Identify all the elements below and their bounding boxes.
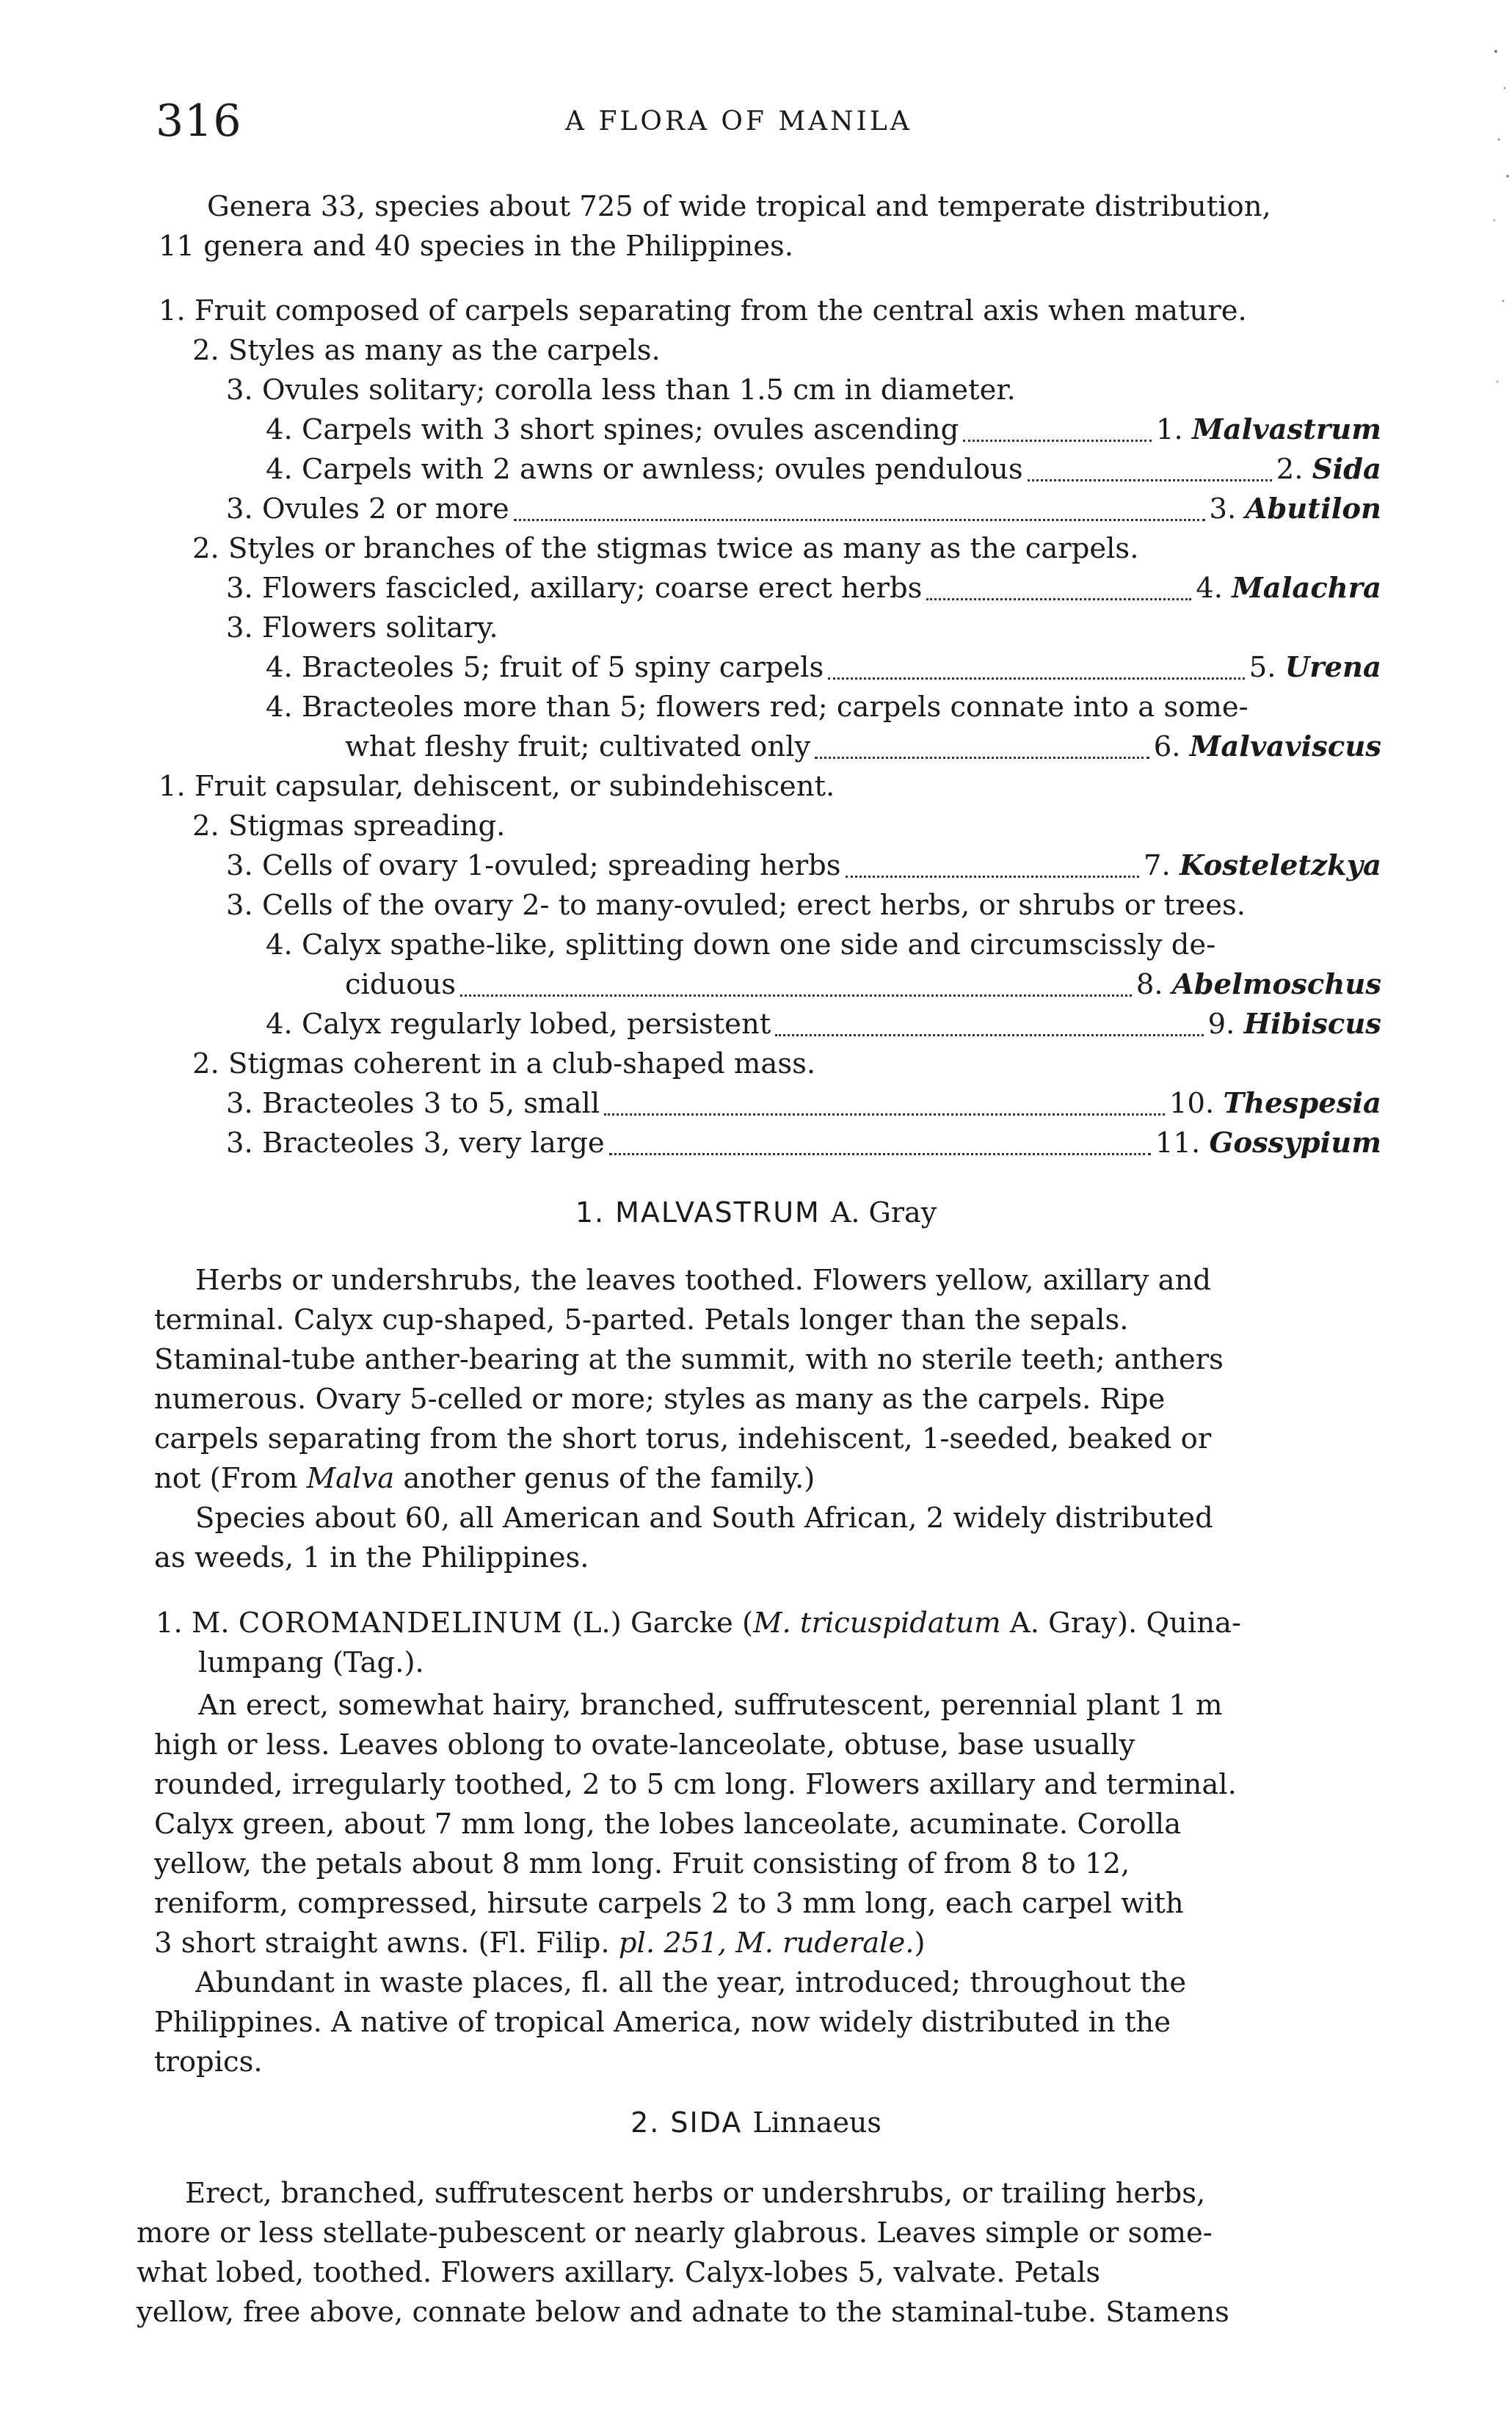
- key-result-genus: Urena: [1284, 651, 1381, 684]
- leader-dots: [1028, 450, 1272, 481]
- key-result-genus: Malvaviscus: [1189, 730, 1381, 763]
- key-lead-text: 3. Bracteoles 3, very large: [226, 1127, 605, 1160]
- key-lead-text: 4. Bracteoles 5; fruit of 5 spiny carpels: [266, 651, 824, 684]
- text-line: not (From Malva another genus of the family.): [154, 1462, 815, 1495]
- text-line: reniform, compressed, hirsute carpels 2 to 3 mm long, each carpel with: [154, 1887, 1184, 1920]
- key-line: [226, 886, 1381, 925]
- text-line: Abundant in waste places, fl. all the year, introduced; throughout the: [195, 1966, 1187, 1999]
- key-result: [1210, 490, 1381, 529]
- key-lead-text: 2. Styles as many as the carpels.: [192, 334, 661, 367]
- key-result-number: 9.: [1207, 1008, 1235, 1041]
- text-line: Philippines. A native of tropical America, now widely distributed in the: [154, 2006, 1171, 2039]
- key-line: [226, 490, 1381, 529]
- running-title: A FLORA OF MANILA: [565, 106, 912, 137]
- key-result-number: 6.: [1153, 730, 1181, 763]
- text-line: Species about 60, all American and South African, 2 widely distributed: [195, 1502, 1213, 1535]
- key-line: [159, 291, 1381, 331]
- key-line: [226, 371, 1381, 410]
- key-result-genus: Abutilon: [1245, 492, 1381, 526]
- key-result-genus: Kosteletzkya: [1179, 849, 1381, 882]
- key-line: [192, 1044, 1381, 1084]
- key-line: [266, 450, 1381, 490]
- text-line: Calyx green, about 7 mm long, the lobes lanceolate, acuminate. Corolla: [154, 1808, 1182, 1841]
- key-result: [1276, 450, 1381, 490]
- key-lead-text: ciduous: [345, 968, 457, 1001]
- text-line: high or less. Leaves oblong to ovate-lanceolate, obtuse, base usually: [154, 1728, 1135, 1761]
- text-line: 3 short straight awns. (Fl. Filip. pl. 251, M. ruderale.): [154, 1927, 926, 1960]
- key-line: [226, 608, 1381, 648]
- genus-heading-malvastrum: 1. MALVASTRUM A. Gray: [575, 1196, 937, 1229]
- key-line: [192, 331, 1381, 371]
- key-line: [226, 846, 1381, 886]
- key-line: [345, 727, 1381, 767]
- key-lead-text: 4. Calyx spathe-like, splitting down one side and circumscissly de-: [266, 928, 1216, 961]
- page-number: 316: [156, 95, 242, 147]
- text-line: more or less stellate-pubescent or nearly glabrous. Leaves simple or some-: [137, 2216, 1213, 2250]
- text-line: 11 genera and 40 species in the Philippines.: [159, 230, 793, 263]
- key-lead-text: 3. Bracteoles 3 to 5, small: [226, 1087, 600, 1120]
- key-line: [192, 807, 1381, 846]
- text-line: Staminal-tube anther-bearing at the summit, with no sterile teeth; anthers: [154, 1343, 1224, 1376]
- key-result: [1155, 1124, 1381, 1163]
- key-line: [345, 965, 1381, 1005]
- key-result: [1249, 648, 1381, 688]
- key-lead-text: 2. Styles or branches of the stigmas twice as many as the carpels.: [192, 532, 1139, 565]
- text-line: yellow, free above, connate below and adnate to the staminal-tube. Stamens: [137, 2296, 1229, 2329]
- leader-dots: [609, 1124, 1151, 1155]
- leader-dots: [604, 1084, 1165, 1116]
- common-name: lumpang (Tag.).: [198, 1646, 424, 1679]
- key-result-genus: Hibiscus: [1243, 1008, 1381, 1041]
- key-lead-text: 3. Flowers fascicled, axillary; coarse erect herbs: [226, 572, 923, 605]
- key-lead-text: 2. Stigmas spreading.: [192, 810, 506, 843]
- key-line: [266, 410, 1381, 450]
- key-lead-text: 3. Ovules solitary; corolla less than 1.5 cm in diameter.: [226, 374, 1016, 407]
- key-result-number: 3.: [1209, 492, 1237, 526]
- text-line: terminal. Calyx cup-shaped, 5-parted. Petals longer than the sepals.: [154, 1303, 1129, 1337]
- key-line: [226, 569, 1381, 608]
- key-lead-text: 4. Calyx regularly lobed, persistent: [266, 1008, 771, 1041]
- key-result: [1154, 727, 1381, 767]
- text-line: numerous. Ovary 5-celled or more; styles as many as the carpels. Ripe: [154, 1383, 1166, 1416]
- key-lead-text: what fleshy fruit; cultivated only: [345, 730, 811, 763]
- key-lead-text: 3. Flowers solitary.: [226, 611, 498, 644]
- key-line: [266, 648, 1381, 688]
- key-line: [159, 767, 1381, 807]
- key-result-genus: Malachra: [1232, 572, 1381, 605]
- text-line: An erect, somewhat hairy, branched, suffrutescent, perennial plant 1 m: [198, 1689, 1223, 1722]
- leader-dots: [775, 1005, 1203, 1036]
- key-lead-text: 4. Carpels with 2 awns or awnless; ovules pendulous: [266, 453, 1023, 486]
- key-result: [1208, 1005, 1381, 1044]
- key-result-number: 7.: [1144, 849, 1171, 882]
- key-result: [1196, 569, 1381, 608]
- key-lead-text: 1. Fruit composed of carpels separating from the central axis when mature.: [159, 294, 1247, 327]
- key-lead-text: 3. Cells of the ovary 2- to many-ovuled; erect herbs, or shrubs or trees.: [226, 889, 1246, 922]
- key-line: [226, 1124, 1381, 1163]
- key-result-genus: Abelmoschus: [1171, 968, 1381, 1001]
- key-result-number: 10.: [1169, 1087, 1215, 1120]
- key-lead-text: 4. Carpels with 3 short spines; ovules ascending: [266, 413, 959, 446]
- leader-dots: [963, 410, 1152, 442]
- leader-dots: [846, 846, 1139, 878]
- text-line: as weeds, 1 in the Philippines.: [154, 1541, 589, 1574]
- key-lead-text: 3. Ovules 2 or more: [226, 492, 509, 526]
- key-lead-text: 2. Stigmas coherent in a club-shaped mass.: [192, 1047, 816, 1080]
- key-result-genus: Sida: [1312, 453, 1381, 486]
- key-result-genus: Gossypium: [1209, 1127, 1381, 1160]
- key-result: [1136, 965, 1381, 1005]
- key-line: [266, 688, 1381, 727]
- text-line: Erect, branched, suffrutescent herbs or undershrubs, or trailing herbs,: [185, 2177, 1206, 2210]
- key-line: [192, 529, 1381, 569]
- text-line: Herbs or undershrubs, the leaves toothed. Flowers yellow, axillary and: [195, 1264, 1212, 1297]
- key-result: [1169, 1084, 1381, 1124]
- text-line: rounded, irregularly toothed, 2 to 5 cm long. Flowers axillary and terminal.: [154, 1768, 1237, 1801]
- key-lead-text: 1. Fruit capsular, dehiscent, or subindehiscent.: [159, 770, 835, 803]
- text-line: what lobed, toothed. Flowers axillary. Calyx-lobes 5, valvate. Petals: [137, 2256, 1101, 2289]
- key-line: [266, 925, 1381, 965]
- key-result: [1144, 846, 1381, 886]
- text-line: Genera 33, species about 725 of wide tropical and temperate distribution,: [207, 190, 1271, 223]
- key-result-number: 8.: [1135, 968, 1163, 1001]
- genus-heading-sida: 2. SIDA Linnaeus: [630, 2106, 882, 2139]
- key-line: [266, 1005, 1381, 1044]
- leader-dots: [460, 965, 1132, 997]
- key-line: [226, 1084, 1381, 1124]
- key-result-number: 2.: [1276, 453, 1304, 486]
- key-result-number: 4.: [1196, 572, 1223, 605]
- key-result-genus: Thespesia: [1223, 1087, 1381, 1120]
- key-result: [1156, 410, 1381, 450]
- text-line: tropics.: [154, 2045, 263, 2079]
- scan-edge-specks: [1490, 0, 1512, 514]
- text-line: carpels separating from the short torus, indehiscent, 1-seeded, beaked or: [154, 1422, 1212, 1455]
- leader-dots: [514, 490, 1205, 521]
- key-result-number: 1.: [1156, 413, 1183, 446]
- key-result-number: 5.: [1249, 651, 1276, 684]
- leader-dots: [815, 727, 1149, 759]
- key-lead-text: 4. Bracteoles more than 5; flowers red; carpels connate into a some-: [266, 691, 1249, 724]
- key-lead-text: 3. Cells of ovary 1-ovuled; spreading herbs: [226, 849, 841, 882]
- leader-dots: [828, 648, 1245, 680]
- text-line: yellow, the petals about 8 mm long. Fruit consisting of from 8 to 12,: [154, 1847, 1130, 1880]
- leader-dots: [926, 569, 1191, 600]
- key-result-number: 11.: [1155, 1127, 1201, 1160]
- key-result-genus: Malvastrum: [1192, 413, 1381, 446]
- species-name-line: 1. M. COROMANDELINUM (L.) Garcke (M. tricuspidatum A. Gray). Quina-: [156, 1607, 1241, 1640]
